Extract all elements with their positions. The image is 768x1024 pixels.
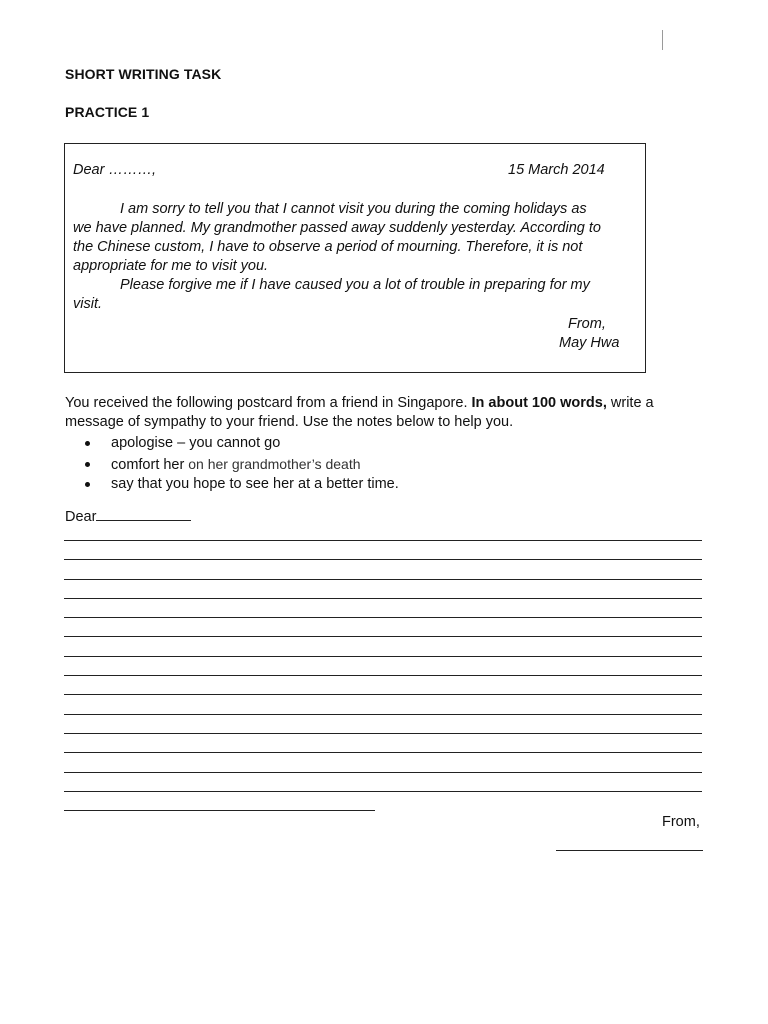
writing-line[interactable] [64, 695, 702, 714]
instructions-text: You received the following postcard from a friend in Singapore. [65, 395, 472, 411]
note-text: comfort her [111, 456, 185, 473]
word-limit-emphasis: In about 100 words, [471, 395, 607, 411]
writing-line[interactable] [64, 637, 702, 656]
writing-line[interactable] [64, 618, 702, 637]
writing-line[interactable] [64, 773, 702, 792]
note-text: say that you hope to see her at a better time. [111, 476, 399, 492]
postcard-body-line: I am sorry to tell you that I cannot visit you during the coming holidays as [120, 201, 587, 217]
postcard-date: 15 March 2014 [508, 162, 605, 178]
writing-line[interactable] [64, 676, 702, 695]
task-heading: SHORT WRITING TASK [65, 66, 222, 82]
note-text: apologise – you cannot go [111, 435, 281, 451]
practice-heading: PRACTICE 1 [65, 104, 150, 120]
writing-line[interactable] [64, 580, 702, 599]
signature-blank[interactable] [556, 850, 703, 851]
writing-line[interactable] [64, 753, 702, 772]
writing-line[interactable] [64, 657, 702, 676]
writing-line[interactable] [64, 599, 702, 618]
page-edge-mark [662, 30, 663, 50]
list-item [65, 474, 399, 495]
postcard-body-line: visit. [73, 296, 102, 312]
instructions-text: write a [606, 395, 654, 411]
postcard-body-line: appropriate for me to visit you. [73, 258, 269, 274]
writing-line[interactable] [64, 560, 702, 579]
instructions-line-2: message of sympathy to your friend. Use the notes below to help you. [65, 414, 514, 430]
writing-line[interactable] [64, 734, 702, 753]
list-item [65, 433, 399, 454]
dear-label: Dear [65, 509, 97, 525]
notes-list [65, 433, 399, 495]
note-extra-text: on her grandmother’s death [184, 455, 361, 472]
answer-salutation [65, 506, 191, 525]
task-instructions [65, 394, 705, 414]
writing-line[interactable] [64, 541, 702, 560]
postcard-body-line: we have planned. My grandmother passed away suddenly yesterday. According to [73, 220, 601, 236]
answer-closing: From, [662, 814, 700, 830]
task-instructions-2 [65, 413, 705, 433]
bullet-icon [85, 441, 90, 446]
postcard-salutation: Dear ………, [73, 162, 156, 178]
postcard-box [64, 143, 646, 373]
postcard-body-line: Please forgive me if I have caused you a lot of trouble in preparing for my [120, 277, 590, 293]
postcard-sender: May Hwa [559, 335, 620, 351]
recipient-blank[interactable] [96, 506, 191, 521]
bullet-icon [85, 482, 90, 487]
postcard-body-line: the Chinese custom, I have to observe a period of mourning. Therefore, it is not [73, 239, 583, 255]
writing-line-short[interactable] [64, 810, 375, 811]
bullet-icon [85, 462, 90, 467]
writing-area[interactable] [64, 540, 702, 792]
list-item [65, 454, 399, 475]
writing-line[interactable] [64, 715, 702, 734]
instructions-line-1 [65, 394, 705, 414]
postcard-sign-off: From, [568, 316, 606, 332]
